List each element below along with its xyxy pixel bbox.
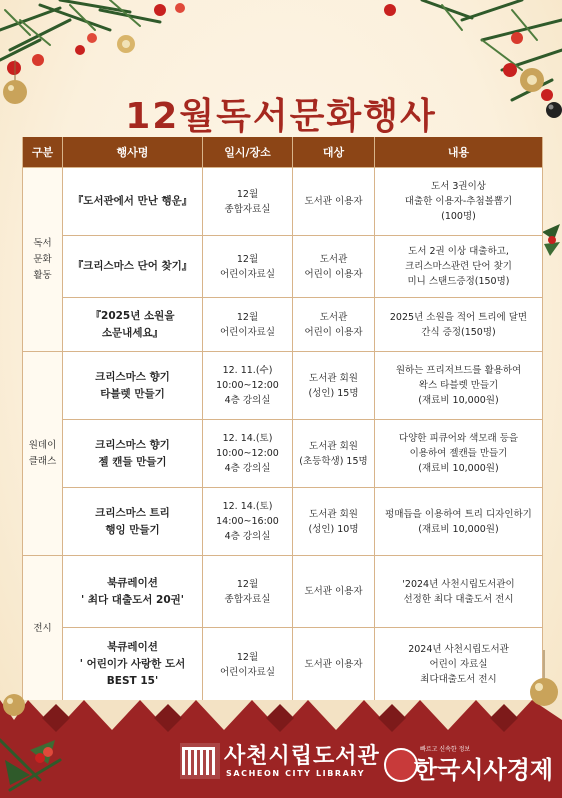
table-row [23, 352, 543, 420]
date-place-cell: 12월 어린이자료실 [203, 298, 293, 352]
target-cell: 도서관 회원 (성인) 10명 [293, 488, 375, 556]
target-cell: 도서관 이용자 [293, 168, 375, 236]
content-cell: 2025년 소원을 적어 트리에 달면 간식 증정(150명) [375, 298, 543, 352]
target-cell: 도서관 어린이 이용자 [293, 298, 375, 352]
event-name-cell: 크리스마스 향기 젤 캔들 만들기 [63, 420, 203, 488]
content-cell: 2024년 사천시립도서관 어린이 자료실 최다대출도서 전시 [375, 628, 543, 702]
target-cell: 도서관 회원 (성인) 15명 [293, 352, 375, 420]
page-title: 12월독서문화행사 [125, 96, 437, 138]
event-name-cell: 『크리스마스 단어 찾기』 [63, 236, 203, 298]
target-cell: 도서관 어린이 이용자 [293, 236, 375, 298]
header-target: 대상 [293, 137, 375, 168]
table-header-row [23, 137, 543, 168]
date-place-cell: 12월 어린이자료실 [203, 236, 293, 298]
date-place-cell: 12월 종합자료실 [203, 556, 293, 628]
target-cell: 도서관 회원 (초등학생) 15명 [293, 420, 375, 488]
date-place-cell: 12월 어린이자료실 [203, 628, 293, 702]
event-name-cell: 『도서관에서 만난 행운』 [63, 168, 203, 236]
table-row [23, 556, 543, 628]
content-cell: 원하는 프리저브드를 활용하여 왁스 타블렛 만들기 (재료비 10,000원) [375, 352, 543, 420]
table-row [23, 298, 543, 352]
event-name-cell: 크리스마스 트리 행잉 만들기 [63, 488, 203, 556]
category-cell: 독서 문화 활동 [23, 168, 63, 352]
header-date-place: 일시/장소 [203, 137, 293, 168]
holly-right-decoration [540, 222, 562, 262]
table-row [23, 420, 543, 488]
watermark-text: 한국시사경제 [414, 755, 554, 784]
header-content: 내용 [375, 137, 543, 168]
table-row [23, 628, 543, 702]
category-cell: 전시 [23, 556, 63, 702]
content-cell: '2024년 사천시립도서관이 선정한 최다 대출도서 전시 [375, 556, 543, 628]
content-cell: 펑매듭을 이용하여 트리 디자인하기 (재료비 10,000원) [375, 488, 543, 556]
table-row [23, 488, 543, 556]
watermark-logo-icon [384, 748, 418, 782]
date-place-cell: 12. 14.(토) 14:00~16:00 4층 강의실 [203, 488, 293, 556]
event-name-cell: 『2025년 소원을 소문내세요』 [63, 298, 203, 352]
holly-bottom-left-decoration [0, 680, 80, 798]
content-cell: 다양한 피큐어와 색모래 등을 이용하여 젤캔들 만들기 (재료비 10,000원) [375, 420, 543, 488]
date-place-cell: 12. 14.(토) 10:00~12:00 4층 강의실 [203, 420, 293, 488]
library-logo-icon [180, 743, 220, 779]
table-row [23, 168, 543, 236]
header-category: 구분 [23, 137, 63, 168]
content-cell: 도서 2권 이상 대출하고, 크리스마스관련 단어 찾기 미니 스탠드증정(150명) [375, 236, 543, 298]
watermark-tagline: 빠르고 신속한 정보 [420, 746, 471, 753]
library-name: 사천시립도서관 [224, 744, 380, 769]
target-cell: 도서관 이용자 [293, 556, 375, 628]
content-cell: 도서 3권이상 대출한 이용자-추첨볼뽑기 (100명) [375, 168, 543, 236]
header-event-name: 행사명 [63, 137, 203, 168]
garland-top-left-decoration [0, 0, 200, 100]
diamond-pattern-decoration [0, 700, 562, 740]
event-table [22, 137, 543, 702]
table-row [23, 236, 543, 298]
event-name-cell: 크리스마스 향기 타블렛 만들기 [63, 352, 203, 420]
library-name-en: SACHEON CITY LIBRARY [226, 769, 366, 778]
target-cell: 도서관 이용자 [293, 628, 375, 702]
category-cell: 원데이 클래스 [23, 352, 63, 556]
event-name-cell: 북큐레이션 ' 최다 대출도서 20권' [63, 556, 203, 628]
event-name-cell: 북큐레이션 ' 어린이가 사랑한 도서 BEST 15' [63, 628, 203, 702]
ornament-bottom-right-decoration [520, 650, 562, 710]
date-place-cell: 12월 종합자료실 [203, 168, 293, 236]
date-place-cell: 12. 11.(수) 10:00~12:00 4층 강의실 [203, 352, 293, 420]
